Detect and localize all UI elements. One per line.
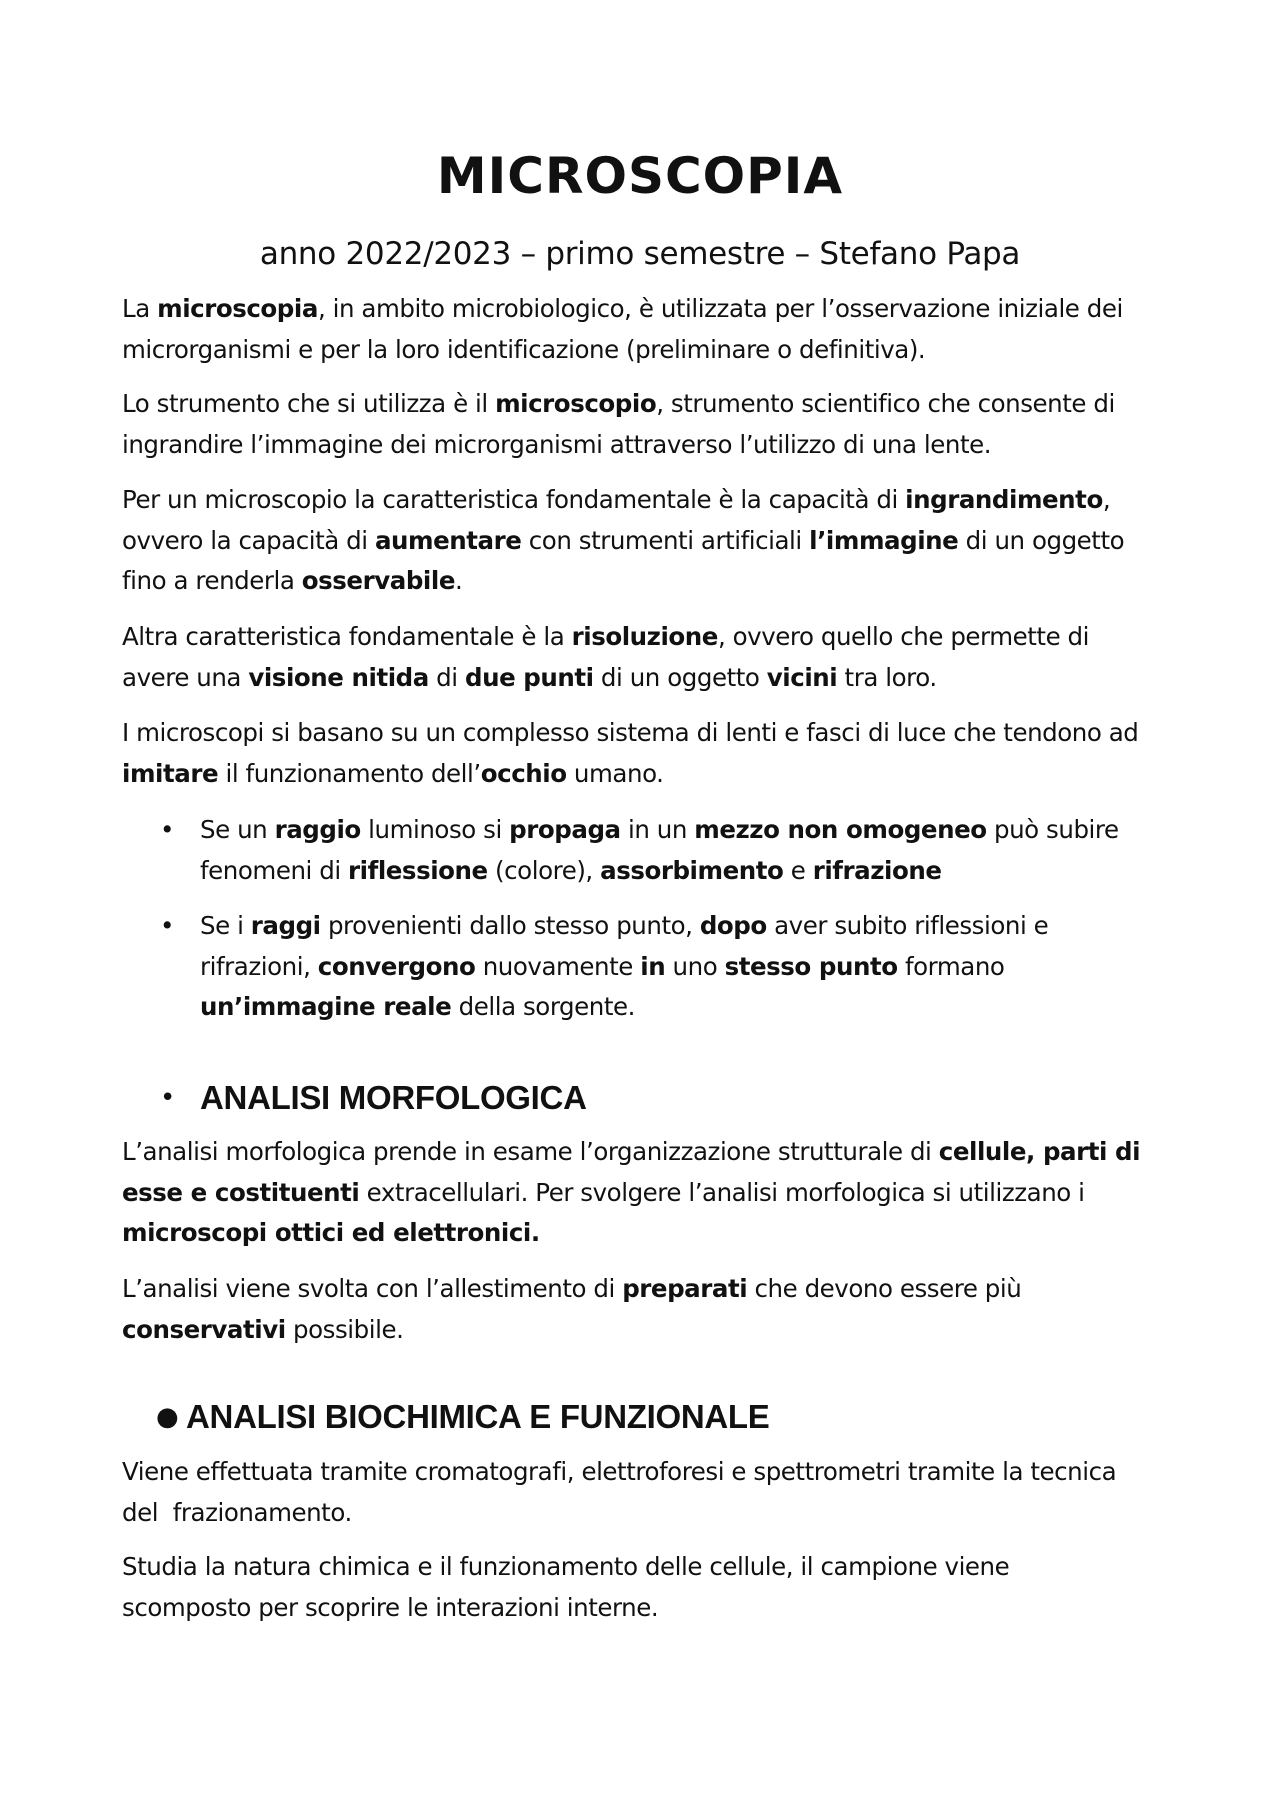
bold-term: mezzo non omogeneo: [694, 815, 987, 844]
bold-term: microscopio: [495, 389, 657, 418]
text-run: uno: [665, 951, 725, 981]
bold-term: vicini: [766, 662, 838, 692]
text-line: I microscopi si basano su un complesso sistema di lenti e fasci di luce che tendono ad: [122, 718, 1139, 747]
text-run: di un oggetto: [593, 662, 767, 692]
text-line: [122, 289, 1167, 330]
bold-term: osservabile: [301, 566, 455, 595]
text-run: L’analisi viene svolta con l’allestimento di: [122, 1274, 623, 1303]
bullet-item-1: [200, 810, 1119, 891]
page-subtitle: anno 2022/2023 – primo semestre – Stefano Papa: [259, 236, 1021, 272]
text-run: il funzionamento dell’: [218, 758, 481, 788]
text-run: , strumento scientifico che consente di: [656, 389, 1115, 418]
text-line: [122, 658, 1167, 699]
text-line: [122, 1310, 1167, 1351]
text-line: [122, 617, 1167, 658]
text-line: [200, 987, 1048, 1028]
bold-term: l’immagine: [809, 525, 959, 555]
text-run: in un: [620, 815, 695, 844]
text-run: ovvero la capacità di: [122, 525, 375, 555]
intro-paragraph-5: [122, 713, 1167, 794]
bold-term: cellule, parti di: [938, 1137, 1141, 1166]
text-line: [122, 1269, 1167, 1310]
section-bullet: ●: [156, 1402, 179, 1432]
text-line: microrganismi e per la loro identificazione (preliminare o definitiva).: [122, 334, 926, 364]
biochimica-paragraph-1: [122, 1452, 1167, 1533]
text-line: [200, 906, 1048, 947]
text-line: [200, 851, 1119, 892]
text-line: [122, 384, 1167, 425]
text-run: luminoso si: [360, 815, 510, 844]
bold-term: stesso punto: [724, 951, 898, 981]
text-run: Lo strumento che si utilizza è il: [122, 389, 496, 418]
text-run: formano: [897, 951, 1005, 981]
text-line: [122, 1213, 1167, 1254]
intro-paragraph-4: [122, 617, 1167, 698]
bold-term: occhio: [480, 758, 567, 788]
bold-term: ingrandimento: [905, 485, 1103, 514]
bold-term: conservativi: [122, 1314, 286, 1344]
bold-term: risoluzione: [571, 622, 718, 651]
text-line: [122, 1173, 1167, 1214]
bold-term: un’immagine reale: [200, 992, 452, 1021]
bold-term: rifrazione: [812, 855, 942, 885]
bold-term: visione nitida: [248, 662, 429, 692]
text-line: ingrandire l’immagine dei microrganismi attraverso l’utilizzo di una lente.: [122, 429, 992, 459]
text-run: possibile.: [285, 1314, 404, 1344]
text-run: Altra caratteristica fondamentale è la: [122, 622, 572, 651]
intro-paragraph-3: [122, 480, 1167, 602]
text-run: fenomeni di: [200, 855, 349, 885]
bold-term: aumentare: [374, 525, 522, 555]
text-line: [200, 947, 1048, 988]
bold-term: assorbimento: [600, 855, 784, 885]
bold-term: riflessione: [348, 855, 488, 885]
text-run: , ovvero quello che permette di: [717, 622, 1090, 651]
text-run: , in ambito microbiologico, è utilizzata per l’osservazione iniziale dei: [317, 294, 1123, 323]
bullet-marker: •: [160, 815, 175, 844]
text-run: nuovamente: [475, 951, 641, 981]
text-run: rifrazioni,: [200, 951, 318, 981]
text-run: aver subito riflessioni e: [766, 911, 1049, 940]
bold-term: microscopia: [157, 294, 318, 323]
text-run: di: [428, 662, 465, 692]
bold-term: esse e costituenti: [122, 1177, 360, 1207]
text-run: ,: [1102, 485, 1111, 514]
intro-paragraph-1: [122, 289, 1167, 370]
bold-term: propaga: [509, 815, 621, 844]
text-run: extracellulari. Per svolgere l’analisi morfologica si utilizzano i: [359, 1177, 1085, 1207]
text-run: L’analisi morfologica prende in esame l’organizzazione strutturale di: [122, 1137, 939, 1166]
text-run: Per un microscopio la caratteristica fondamentale è la capacità di: [122, 485, 906, 514]
bold-term: convergono: [317, 951, 476, 981]
text-line: [122, 561, 1167, 602]
text-run: umano.: [566, 758, 664, 788]
bullet-marker: •: [160, 911, 175, 940]
text-run: avere una: [122, 662, 249, 692]
bold-term: due punti: [464, 662, 594, 692]
bold-term: raggio: [274, 815, 361, 844]
text-line: scomposto per scoprire le interazioni interne.: [122, 1592, 659, 1622]
page-title: MICROSCOPIA: [436, 147, 844, 205]
section-bullet: •: [160, 1083, 176, 1113]
text-line: Studia la natura chimica e il funzionamento delle cellule, il campione viene: [122, 1552, 1010, 1581]
bold-term: preparati: [622, 1274, 748, 1303]
text-run: di un oggetto: [958, 525, 1125, 555]
text-line: Viene effettuata tramite cromatografi, elettroforesi e spettrometri tramite la tecnica: [122, 1457, 1117, 1486]
text-run: che devono essere più: [747, 1274, 1022, 1303]
intro-paragraph-2: [122, 384, 1167, 465]
text-line: [122, 754, 1167, 795]
text-line: [200, 810, 1119, 851]
text-run: Se un: [200, 815, 275, 844]
bold-term: raggi: [250, 911, 321, 940]
section-heading-biochimica: ANALISI BIOCHIMICA E FUNZIONALE: [186, 1398, 770, 1435]
text-run: può subire: [986, 815, 1119, 844]
text-run: (colore),: [487, 855, 601, 885]
text-run: e: [783, 855, 813, 885]
bold-term: microscopi ottici ed elettronici.: [122, 1218, 540, 1247]
text-run: con strumenti artificiali: [521, 525, 810, 555]
text-run: tra loro.: [837, 662, 937, 692]
text-run: fino a renderla: [122, 566, 302, 595]
text-line: [122, 521, 1167, 562]
text-run: Se i: [200, 911, 251, 940]
section-heading-morfologica: ANALISI MORFOLOGICA: [200, 1079, 587, 1116]
text-run: .: [454, 566, 463, 595]
text-line: del frazionamento.: [122, 1497, 352, 1527]
bold-term: dopo: [699, 911, 767, 940]
morfologica-paragraph-1: [122, 1132, 1167, 1254]
morfologica-paragraph-2: [122, 1269, 1167, 1350]
bold-term: imitare: [122, 758, 219, 788]
text-run: provenienti dallo stesso punto,: [320, 911, 700, 940]
text-run: La: [122, 294, 158, 323]
biochimica-paragraph-2: [122, 1547, 1167, 1628]
text-run: della sorgente.: [451, 992, 635, 1021]
bold-term: in: [640, 951, 666, 981]
text-line: [122, 1132, 1167, 1173]
bullet-item-2: [200, 906, 1048, 1028]
text-line: [122, 480, 1167, 521]
